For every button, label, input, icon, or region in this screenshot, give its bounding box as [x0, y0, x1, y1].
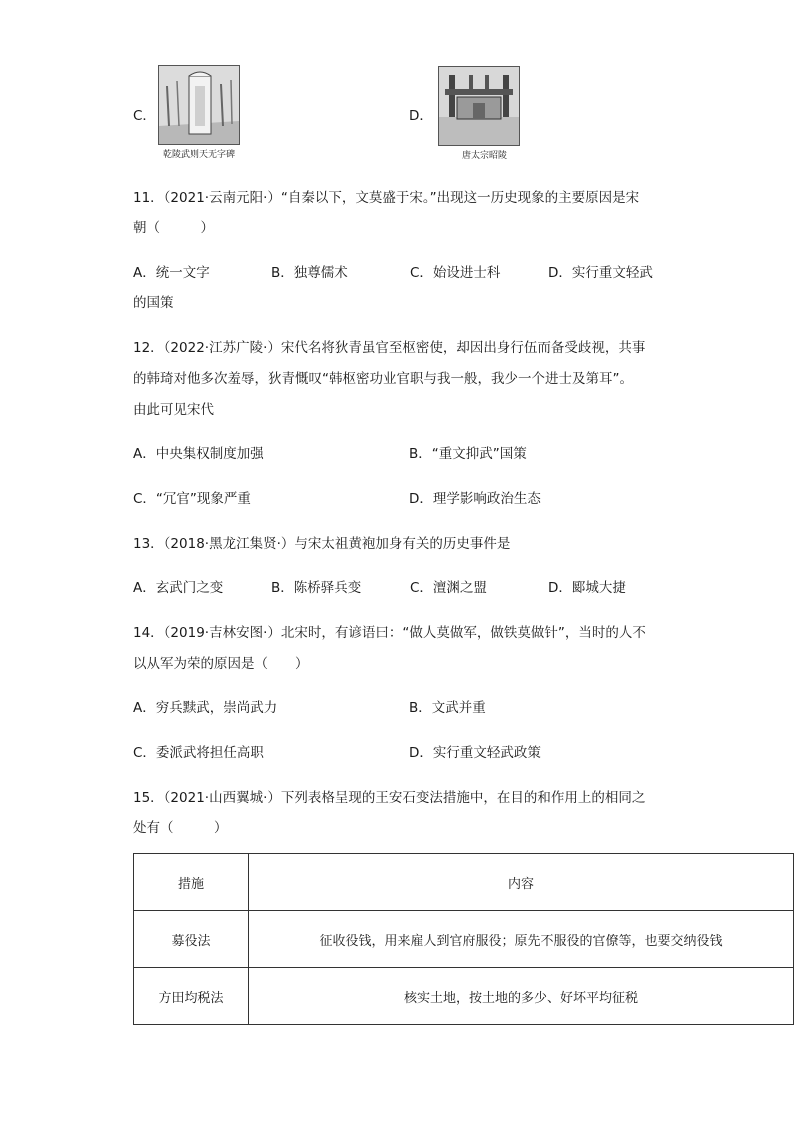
table-row	[134, 968, 794, 1025]
question-13-option-b: B．陈桥驿兵变	[271, 580, 362, 596]
question-12-line-3: 由此可见宋代	[133, 402, 214, 418]
question-13-line-1: 13．（2018·黑龙江集贤·）与宋太祖黄袍加身有关的历史事件是	[133, 536, 511, 552]
question-12-line-1: 12．（2022·江苏广陵·）宋代名将狄青虽官至枢密使，却因出身行伍而备受歧视，共事	[133, 340, 646, 356]
question-11-option-a: A．统一文字	[133, 265, 210, 281]
question-15-line-1: 15．（2021·山西翼城·）下列表格呈现的王安石变法措施中，在目的和作用上的相同之	[133, 790, 646, 806]
question-14-line-2: 以从军为荣的原因是（ ）	[133, 656, 309, 672]
question-12-option-b: B．“重文抑武”国策	[409, 446, 527, 462]
table-row	[134, 911, 794, 968]
reform-measures-table	[133, 853, 794, 1025]
table-cell: 核实土地，按土地的多少、好坏平均征税	[249, 968, 794, 1025]
stele-image	[158, 65, 240, 145]
tomb-caption: 唐太宗昭陵	[462, 151, 508, 161]
question-11-line-1: 11．（2021·云南元阳·）“自秦以下，文莫盛于宋。”出现这一历史现象的主要原因是宋	[133, 190, 640, 206]
table-cell: 募役法	[134, 911, 249, 968]
question-13-option-d: D．郾城大捷	[548, 580, 626, 596]
question-12-line-2: 的韩琦对他多次羞辱，狄青慨叹“韩枢密功业官职与我一般，我少一个进士及第耳”。	[133, 371, 633, 387]
tomb-gate-icon	[439, 67, 519, 145]
question-12-option-d: D．理学影响政治生态	[409, 491, 541, 507]
table-header-cell: 内容	[249, 854, 794, 911]
question-11-line-2: 朝（ ）	[133, 220, 214, 236]
question-11-option-b: B．独尊儒术	[271, 265, 348, 281]
question-14-option-c: C．委派武将担任高职	[133, 745, 264, 761]
question-14-line-1: 14．（2019·吉林安图·）北宋时，有谚语曰：“做人莫做军，做铁莫做针”，当时的人不	[133, 625, 646, 641]
stone-stele-icon	[159, 66, 239, 144]
table-cell: 方田均税法	[134, 968, 249, 1025]
stele-caption: 乾陵武则天无字碑	[163, 150, 236, 160]
question-14-option-d: D．实行重文轻武政策	[409, 745, 541, 761]
question-13-option-a: A．玄武门之变	[133, 580, 224, 596]
question-13-option-c: C．澶渊之盟	[410, 580, 487, 596]
table-header-cell: 措施	[134, 854, 249, 911]
question-12-option-a: A．中央集权制度加强	[133, 446, 264, 462]
question-14-option-b: B．文武并重	[409, 700, 486, 716]
table-cell: 征收役钱，用来雇人到官府服役；原先不服役的官僚等，也要交纳役钱	[249, 911, 794, 968]
option-d-letter: D．	[409, 108, 433, 124]
question-11-option-d-continued: 的国策	[133, 295, 174, 311]
question-14-option-a: A．穷兵黩武，崇尚武力	[133, 700, 278, 716]
option-c-letter: C．	[133, 108, 156, 124]
question-12-option-c: C．“冗官”现象严重	[133, 491, 251, 507]
question-11-option-c: C．始设进士科	[410, 265, 501, 281]
question-11-option-d: D．实行重文轻武	[548, 265, 653, 281]
table-header-row	[134, 854, 794, 911]
tomb-image	[438, 66, 520, 146]
question-15-line-2: 处有（ ）	[133, 820, 228, 836]
